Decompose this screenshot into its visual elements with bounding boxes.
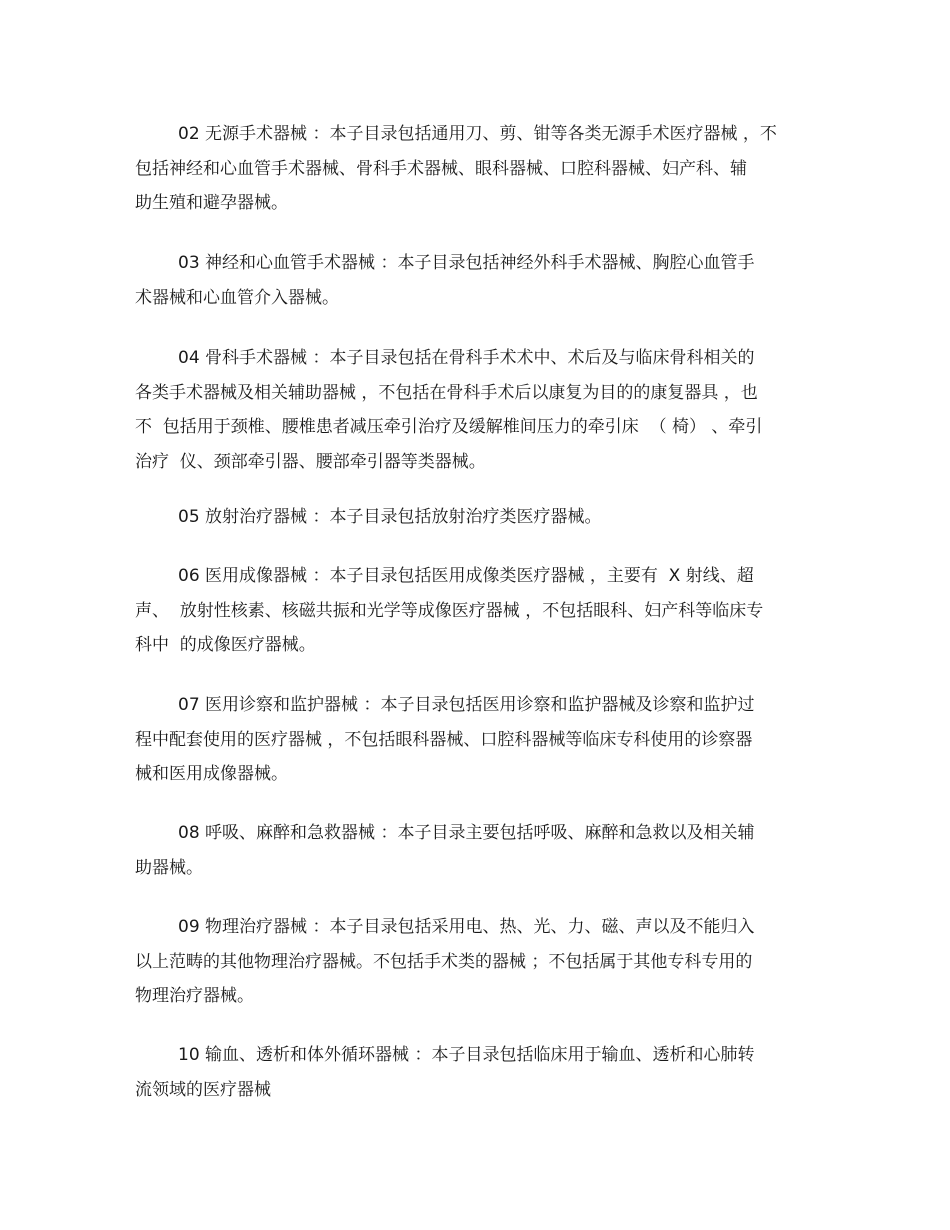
- paragraph-line: 04 骨科手术器械 ：本子目录包括在骨科手术术中、术后及与临床骨科相关的: [178, 348, 755, 368]
- paragraph-07: [135, 688, 815, 792]
- paragraph-05: [135, 500, 815, 535]
- paragraph-line: 包括神经和心血管手术器械、骨科手术器械、眼科器械、口腔科器械、妇产科、辅: [135, 158, 747, 179]
- paragraph-line: 以上范畴的其他物理治疗器械。不包括手术类的器械 ；不包括属于其他专科专用的: [135, 951, 753, 972]
- paragraph-line: 10 输血、透析和体外循环器械 ：本子目录包括临床用于输血、透析和心肺转: [178, 1045, 755, 1065]
- paragraph-line: 械和医用成像器械。: [135, 764, 288, 784]
- paragraph-line: 09 物理治疗器械 ：本子目录包括采用电、热、光、力、磁、声以及不能归入: [178, 917, 755, 937]
- paragraph-line: 程中配套使用的医疗器械 ，不包括眼科器械、口腔科器械等临床专科使用的诊察器: [135, 729, 753, 750]
- paragraph-03: [135, 246, 815, 315]
- paragraph-04: [135, 341, 815, 479]
- paragraph-line: 03 神经和心血管手术器械 ：本子目录包括神经外科手术器械、胸腔心血管手: [178, 253, 755, 273]
- paragraph-06: [135, 559, 815, 663]
- paragraph-08: [135, 816, 815, 885]
- paragraph-line: 各类手术器械及相关辅助器械 ，不包括在骨科手术后以康复为目的的康复器具 ，也: [135, 382, 758, 403]
- paragraph-line: 助生殖和避孕器械。: [135, 193, 288, 213]
- paragraph-line: 助器械。: [135, 857, 203, 878]
- paragraph-line: 物理治疗器械。: [135, 986, 254, 1006]
- paragraph-line: 不 包括用于颈椎、腰椎患者减压牵引治疗及缓解椎间压力的牵引床 （ 椅） 、牵引: [135, 417, 763, 437]
- paragraph-line: 06 医用成像器械 ：本子目录包括医用成像类医疗器械 ，主要有 X 射线、超: [178, 566, 754, 586]
- paragraph-line: 02 无源手术器械 ：本子目录包括通用刀、剪、钳等各类无源手术医疗器械 ，不: [178, 124, 777, 144]
- paragraph-line: 治疗 仪、颈部牵引器、腰部牵引器等类器械。: [135, 451, 486, 472]
- paragraph-line: 声、 放射性核素、核磁共振和光学等成像医疗器械 ，不包括眼科、妇产科等临床专: [135, 600, 764, 621]
- paragraph-line: 术器械和心血管介入器械。: [135, 287, 339, 308]
- paragraph-line: 08 呼吸、麻醉和急救器械 ：本子目录主要包括呼吸、麻醉和急救以及相关辅: [178, 823, 755, 843]
- paragraph-line: 05 放射治疗器械 ：本子目录包括放射治疗类医疗器械。: [178, 507, 602, 527]
- paragraph-line: 科中 的成像医疗器械。: [135, 635, 316, 655]
- paragraph-02: [135, 117, 815, 221]
- paragraph-09: [135, 910, 815, 1014]
- paragraph-line: 07 医用诊察和监护器械 ：本子目录包括医用诊察和监护器械及诊察和监护过: [178, 695, 755, 715]
- paragraph-10: [135, 1038, 815, 1107]
- paragraph-line: 流领域的医疗器械: [135, 1079, 271, 1100]
